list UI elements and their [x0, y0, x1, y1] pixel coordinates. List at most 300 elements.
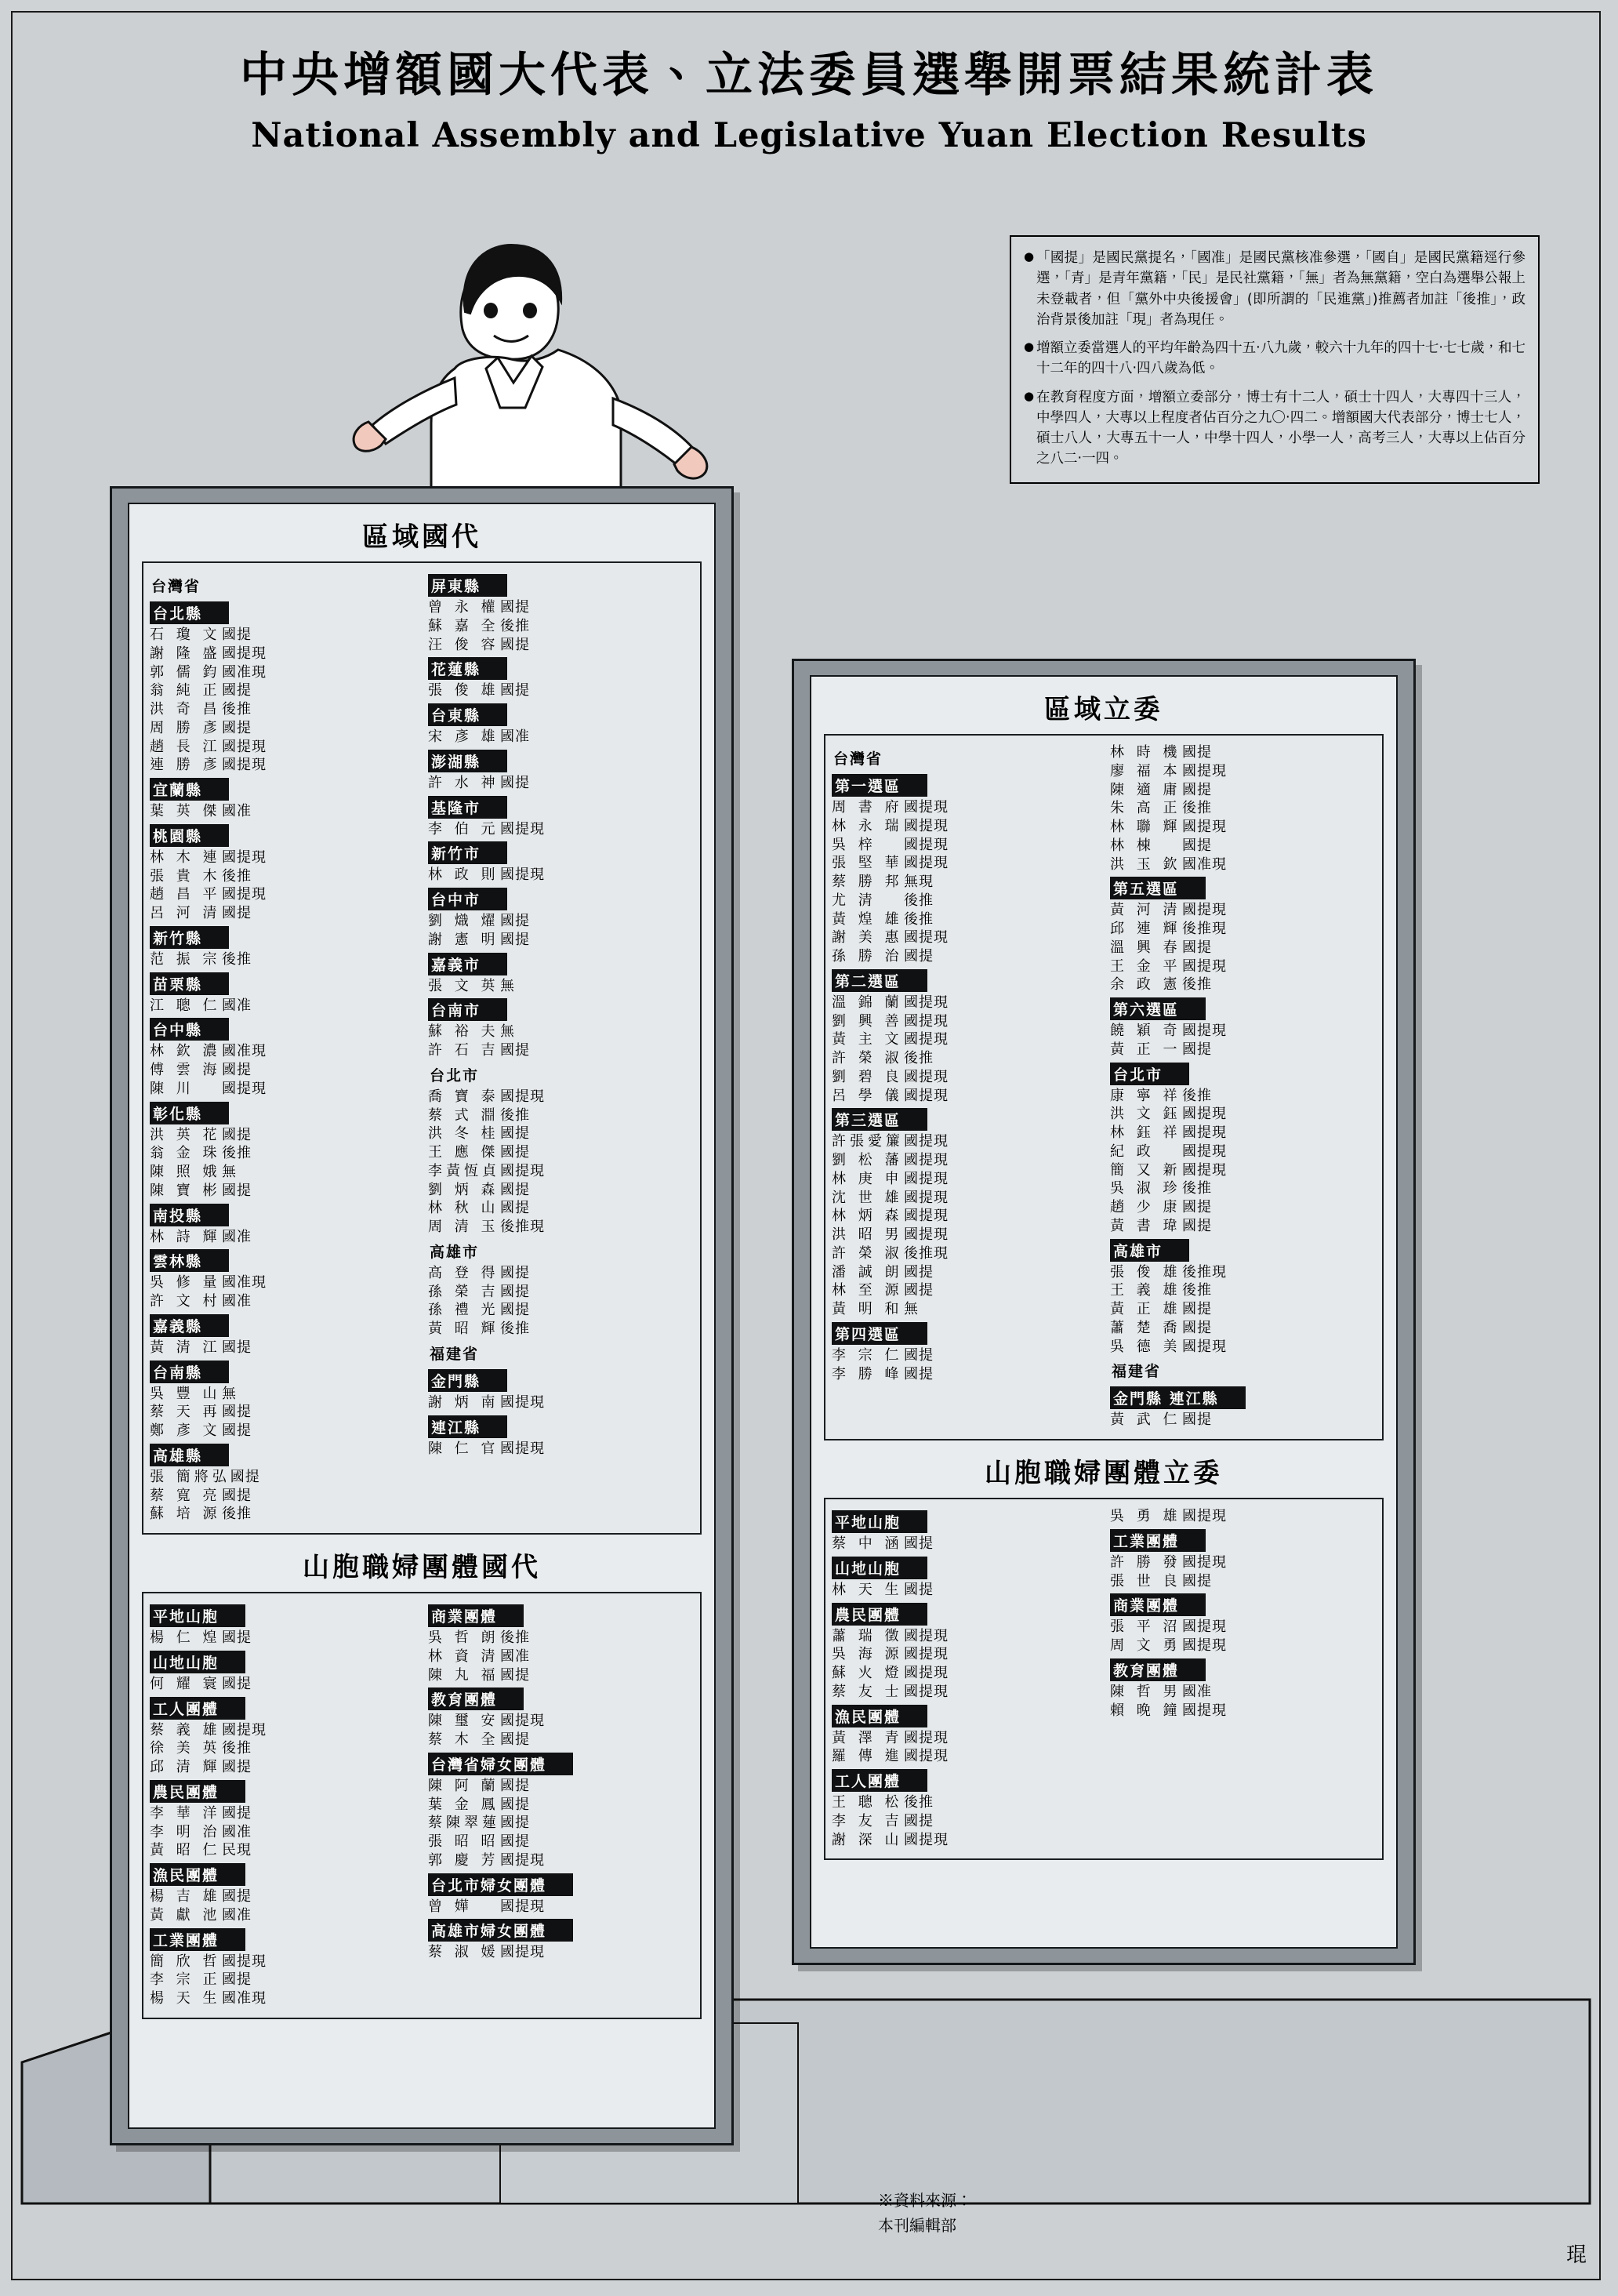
candidate-party-tag: 國提現: [500, 1162, 545, 1179]
region-header: 金門縣 連江縣: [1110, 1386, 1246, 1409]
candidate-party-tag: 國提現: [904, 817, 949, 834]
region-header-wrap: [832, 1507, 1097, 1535]
candidate-party-tag: 國提現: [222, 757, 267, 774]
candidate-party-tag: 國提現: [500, 1088, 545, 1105]
section-title: 山胞職婦團體立委: [985, 1458, 1223, 1489]
candidate-party-tag: 後推: [1182, 1282, 1212, 1299]
region-header-wrap: [150, 1357, 415, 1385]
section-columns: [832, 1507, 1376, 1849]
candidate-party-tag: 國提: [500, 1666, 530, 1684]
candidate-party-tag: 國准現: [1182, 856, 1227, 873]
candidate-row: [150, 1061, 415, 1080]
candidate-party-tag: 國准: [222, 1293, 252, 1310]
candidate-row: [150, 1403, 415, 1422]
candidate-name: 許 勝 發: [1110, 1553, 1181, 1571]
candidate-party-tag: 國提現: [904, 1683, 949, 1700]
candidate-row: [150, 1126, 415, 1145]
candidate-row: [428, 1440, 694, 1459]
candidate-name: 潘 誠 朗: [832, 1263, 903, 1281]
candidate-name: 謝 憲 明: [428, 931, 499, 948]
region-header-wrap: [150, 1777, 415, 1804]
candidate-row: [832, 873, 1097, 892]
region-header: 連江縣: [428, 1415, 507, 1438]
candidate-name: 蔡 淑 媛: [428, 1944, 499, 1961]
candidate-row: [1110, 1105, 1376, 1124]
region-header: 台北市: [1110, 1063, 1189, 1085]
candidate-name: 張 文 英: [428, 977, 499, 994]
candidate-name: 林 政 則: [428, 866, 499, 884]
candidate-row: [150, 1182, 415, 1201]
candidate-party-tag: 後推: [1182, 1180, 1212, 1197]
candidate-party-tag: 國提現: [222, 645, 267, 662]
candidate-name: 黃 昭 仁: [150, 1842, 221, 1859]
region-header: 第五選區: [1110, 877, 1206, 899]
candidate-party-tag: 國提現: [500, 1944, 545, 1961]
source-line-2: 本刊編輯部: [878, 2216, 956, 2235]
candidate-name: 黃 明 和: [832, 1301, 903, 1317]
region-header-wrap: [150, 969, 415, 997]
board-national-assembly: [110, 486, 734, 2145]
candidate-row: [150, 1042, 415, 1061]
candidate-party-tag: 國提: [222, 1675, 252, 1692]
region-header: 工業團體: [1110, 1529, 1206, 1552]
candidate-row: [428, 1393, 694, 1412]
region-header: 第二選區: [832, 969, 927, 992]
candidate-row: [428, 1648, 694, 1666]
candidate-name: 張 堅 華: [832, 855, 903, 872]
candidate-party-tag: 後推: [500, 1629, 530, 1646]
candidate-row: [832, 1170, 1097, 1189]
candidate-name: 謝 隆 盛: [150, 645, 221, 662]
candidate-name: 孫 禮 光: [428, 1302, 499, 1319]
region-header-wrap: [1110, 1059, 1376, 1087]
candidate-party-tag: 國提現: [500, 1440, 545, 1457]
candidate-row: [150, 1144, 415, 1163]
candidate-party-tag: 國准現: [222, 1043, 267, 1060]
candidate-row: [1110, 1319, 1376, 1338]
candidate-name: 李 宗 正: [150, 1971, 221, 1989]
candidate-name: 徐 美 英: [150, 1740, 221, 1757]
region-header-wrap: [428, 571, 694, 598]
candidate-name: 饒 穎 奇: [1110, 1023, 1181, 1039]
region-header-wrap: [150, 1648, 415, 1675]
candidate-name: 謝 美 惠: [832, 929, 903, 946]
region-header-wrap: [150, 598, 415, 626]
candidate-name: 洪 冬 桂: [428, 1125, 499, 1143]
candidate-row: [428, 728, 694, 747]
candidate-name: 蔡 木 全: [428, 1731, 499, 1748]
candidate-row: [428, 636, 694, 655]
region-header-wrap: [428, 1063, 694, 1086]
candidate-party-tag: 國提: [904, 948, 934, 965]
candidate-row: [832, 994, 1097, 1012]
region-header: 漁民團體: [832, 1705, 927, 1727]
candidate-party-tag: 國准現: [222, 1990, 267, 2007]
candidate-row: [428, 1041, 694, 1060]
candidate-row: [428, 1712, 694, 1731]
region-header: 南投縣: [150, 1204, 229, 1226]
candidate-party-tag: 後推: [500, 1321, 530, 1337]
candidate-name: 楊 仁 煌: [150, 1629, 221, 1646]
candidate-party-tag: 國提: [904, 1812, 934, 1829]
candidate-party-tag: 後推: [1182, 976, 1212, 994]
candidate-name: 汪 俊 容: [428, 636, 499, 653]
candidate-party-tag: 國提: [1182, 1301, 1212, 1317]
region-header-wrap: [428, 1684, 694, 1712]
candidate-name: 吳 豐 山: [150, 1385, 221, 1402]
candidate-row: [428, 866, 694, 885]
region-header: 台北市婦女團體: [428, 1873, 573, 1896]
candidate-name: 李 勝 峰: [832, 1365, 903, 1382]
candidate-row: [428, 977, 694, 996]
region-header-wrap: [428, 747, 694, 774]
region-header-wrap: [832, 1766, 1097, 1793]
candidate-party-tag: 國提: [500, 1181, 530, 1198]
region-header: 教育團體: [1110, 1658, 1206, 1681]
candidate-party-tag: 後推: [904, 892, 934, 909]
candidate-party-tag: 國准: [500, 728, 530, 745]
candidate-party-tag: 國提: [500, 1125, 530, 1143]
candidate-name: 吳 海 源: [832, 1646, 903, 1663]
candidate-row: [428, 681, 694, 700]
candidate-row: [832, 1664, 1097, 1683]
candidate-row: [150, 1273, 415, 1292]
section-box: [824, 1498, 1384, 1860]
region-header-wrap: [150, 775, 415, 802]
candidate-party-tag: 後推現: [904, 1244, 949, 1262]
region-header: 台灣省: [151, 578, 201, 595]
candidate-party-tag: 國提: [904, 1282, 934, 1299]
candidate-row: [150, 681, 415, 700]
region-header: 金門縣: [428, 1369, 507, 1392]
candidate-party-tag: 後推: [500, 1106, 530, 1124]
candidate-name: 蔡 中 涵: [832, 1535, 903, 1552]
candidate-row: [150, 1823, 415, 1842]
candidate-party-tag: 後推現: [1182, 1263, 1227, 1281]
candidate-party-tag: 國提: [500, 1796, 530, 1813]
candidate-row: [832, 1627, 1097, 1646]
candidate-name: 陳 阿 蘭: [428, 1777, 499, 1794]
candidate-name: 黃 正 一: [1110, 1041, 1181, 1058]
candidate-name: 賴 晚 鐘: [1110, 1702, 1181, 1719]
candidate-party-tag: 國提: [500, 1042, 530, 1059]
candidate-name: 江 聰 仁: [150, 997, 221, 1014]
candidate-name: 黃 主 文: [832, 1031, 903, 1048]
candidate-name: 洪 奇 昌: [150, 701, 221, 718]
candidate-row: [832, 1132, 1097, 1151]
candidate-row: [150, 1887, 415, 1906]
region-header-wrap: [150, 1311, 415, 1339]
candidate-name: 周 勝 彥: [150, 719, 221, 736]
candidate-row: [832, 1207, 1097, 1226]
candidate-row: [150, 1163, 415, 1182]
candidate-party-tag: 無: [904, 1301, 919, 1317]
candidate-name: 呂 學 儀: [832, 1087, 903, 1104]
candidate-party-tag: 國提現: [904, 1152, 949, 1168]
candidate-row: [428, 1023, 694, 1041]
candidate-name: 黃 獻 池: [150, 1906, 221, 1924]
region-header: 台南市: [428, 998, 507, 1021]
candidate-name: 蔡 寬 亮: [150, 1487, 221, 1504]
candidate-row: [832, 836, 1097, 855]
candidate-name: 楊 天 生: [150, 1990, 221, 2007]
candidate-name: 翁 純 正: [150, 682, 221, 699]
candidate-row: [1110, 818, 1376, 837]
note-text: 「國提」是國民黨提名，「國准」是國民黨核准參選，「國自」是國民黨籍逕行參選，「青」是青年黨籍，「民」是民社黨籍，「無」者為無黨籍，空白為選舉公報上未登載者，但「黨外中央後援會」(即所謂的「民進黨」)推薦者加註「後推」，政治背景後加註「現」者為現任。: [1036, 250, 1525, 328]
candidate-name: 傅 雲 海: [150, 1062, 221, 1078]
region-header: 山地山胞: [150, 1651, 245, 1673]
section-columns: [150, 1601, 694, 2008]
candidate-row: [150, 997, 415, 1015]
candidate-name: 吳 勇 雄: [1110, 1508, 1181, 1524]
candidate-party-tag: 國提現: [222, 848, 267, 866]
candidate-party-tag: 國提: [500, 1264, 530, 1281]
candidate-name: 黃 煌 雄: [832, 910, 903, 928]
candidate-row: [428, 1320, 694, 1339]
section-column: [832, 1507, 1097, 1849]
candidate-name: 王 應 傑: [428, 1144, 499, 1161]
section-title: 區域國代: [362, 521, 481, 553]
candidate-row: [428, 820, 694, 839]
candidate-party-tag: 國提: [222, 719, 252, 736]
candidate-party-tag: 國提現: [1182, 762, 1227, 779]
region-header: 苗栗縣: [150, 972, 229, 995]
candidate-party-tag: 國提現: [904, 1189, 949, 1206]
candidate-party-tag: 國提: [500, 1200, 530, 1217]
region-header-wrap: [150, 1201, 415, 1228]
candidate-party-tag: 後推: [1182, 800, 1212, 817]
candidate-name: 何 耀 寰: [150, 1675, 221, 1692]
candidate-name: 陳 川: [150, 1080, 194, 1097]
region-header: 工人團體: [832, 1769, 927, 1792]
region-header: 漁民團體: [150, 1863, 245, 1886]
region-header-wrap: [428, 995, 694, 1023]
region-header-wrap: [832, 966, 1097, 994]
candidate-party-tag: 國提: [500, 1777, 530, 1794]
region-header: 台北縣: [150, 601, 229, 624]
candidate-row: [428, 1283, 694, 1302]
candidate-name: 周 文 勇: [1110, 1637, 1181, 1654]
region-header-wrap: [428, 1366, 694, 1393]
region-header: 山地山胞: [832, 1557, 927, 1579]
region-header: 平地山胞: [150, 1604, 245, 1627]
candidate-row: [150, 1505, 415, 1524]
region-header: 嘉義縣: [150, 1314, 229, 1337]
candidate-name: 吳 修 量: [150, 1274, 221, 1292]
candidate-name: 林 資 清: [428, 1648, 499, 1665]
region-header: 宜蘭縣: [150, 778, 229, 801]
region-header: 屏東縣: [428, 574, 507, 597]
note-text: 在教育程度方面，增額立委部分，博士有十二人，碩士十四人，大專四十三人，中學四人，大專以上程度者佔百分之九〇‧四二。增額國大代表部分，博士七人，碩士八人，大專五十一人，中學十四人，小學一人，高考三人，大專以上佔百分之八二‧一四。: [1036, 389, 1525, 467]
candidate-row: [150, 848, 415, 867]
candidate-party-tag: 國准: [500, 1648, 530, 1665]
candidate-name: 蔡 勝 邦: [832, 874, 903, 890]
candidate-name: 周 清 玉: [428, 1219, 499, 1235]
candidate-name: 許 石 吉: [428, 1042, 499, 1059]
candidate-name: 陳 哲 男: [1110, 1683, 1181, 1700]
candidate-row: [428, 1218, 694, 1237]
region-header-wrap: [150, 1099, 415, 1126]
region-header: 彰化縣: [150, 1102, 229, 1124]
region-header: 第六選區: [1110, 997, 1206, 1020]
candidate-name: 李 友 吉: [832, 1812, 903, 1829]
candidate-row: [832, 1729, 1097, 1748]
candidate-party-tag: 國准: [222, 1823, 252, 1840]
candidate-party-tag: 國提現: [904, 1068, 949, 1085]
candidate-party-tag: 後推: [904, 1794, 934, 1811]
region-header: 新竹市: [428, 841, 507, 864]
candidate-row: [832, 928, 1097, 947]
candidate-name: 趙 長 江: [150, 738, 221, 755]
candidate-row: [1110, 837, 1376, 856]
candidate-party-tag: 國提: [222, 1404, 252, 1421]
candidate-party-tag: 無: [222, 1164, 237, 1180]
candidate-name: 林 秋 山: [428, 1200, 499, 1217]
candidate-party-tag: 國准現: [222, 1274, 267, 1292]
candidate-row: [428, 617, 694, 636]
section-box: [142, 1592, 702, 2019]
candidate-party-tag: 國提: [1182, 1041, 1212, 1058]
section-box: [824, 734, 1384, 1440]
candidate-name: 簡 欣 哲: [150, 1953, 221, 1970]
candidate-row: [832, 1365, 1097, 1384]
section-column: [150, 1601, 415, 2008]
region-header-wrap: [832, 771, 1097, 798]
region-header-wrap: [428, 1916, 694, 1943]
region-header: 高雄市: [1110, 1239, 1189, 1262]
candidate-row: [832, 1793, 1097, 1812]
candidate-name: 黃 澤 青: [832, 1729, 903, 1746]
region-header: 福建省: [430, 1345, 480, 1363]
region-header-wrap: [428, 838, 694, 866]
region-header-wrap: [832, 1600, 1097, 1627]
bullet-icon: ●: [1024, 340, 1035, 354]
candidate-party-tag: 國提現: [1182, 1124, 1227, 1141]
candidate-row: [832, 892, 1097, 910]
candidate-name: 孫 榮 吉: [428, 1283, 499, 1300]
candidate-row: [832, 1151, 1097, 1170]
candidate-party-tag: 國提現: [904, 1031, 949, 1048]
candidate-party-tag: 國提: [1182, 837, 1212, 854]
candidate-name: 許張愛簾: [832, 1133, 904, 1150]
candidate-row: [832, 1030, 1097, 1049]
candidate-row: [832, 1683, 1097, 1702]
candidate-party-tag: 國提現: [500, 1393, 545, 1411]
region-header: 高雄縣: [150, 1444, 229, 1466]
candidate-row: [150, 663, 415, 682]
region-header-wrap: [1110, 1590, 1376, 1618]
candidate-row: [428, 1943, 694, 1962]
candidate-row: [150, 1906, 415, 1925]
candidate-party-tag: 國提: [500, 1815, 530, 1832]
candidate-name: 康 寧 祥: [1110, 1087, 1181, 1104]
region-header: 福建省: [1112, 1363, 1162, 1381]
candidate-name: 黃 正 雄: [1110, 1301, 1181, 1317]
candidate-row: [832, 1346, 1097, 1365]
candidate-row: [428, 1143, 694, 1162]
candidate-row: [428, 1264, 694, 1283]
candidate-name: 黃 河 清: [1110, 902, 1181, 919]
board-legislative-yuan: [792, 659, 1416, 1965]
candidate-name: 洪 英 花: [150, 1126, 221, 1143]
candidate-party-tag: 國提: [904, 1581, 934, 1598]
candidate-party-tag: 國准: [222, 1228, 252, 1245]
candidate-party-tag: 國提: [904, 1263, 934, 1281]
candidate-party-tag: 國提現: [500, 1713, 545, 1730]
candidate-party-tag: 國提現: [904, 1627, 949, 1644]
region-header: 澎湖縣: [428, 750, 507, 772]
candidate-name: 劉 碧 良: [832, 1068, 903, 1085]
candidate-name: 劉 炳 森: [428, 1181, 499, 1198]
region-header: 嘉義市: [428, 953, 507, 975]
candidate-party-tag: 國提: [1182, 781, 1212, 798]
candidate-name: 陳 仁 官: [428, 1440, 499, 1457]
candidate-name: 邱 清 輝: [150, 1759, 221, 1775]
candidate-row: [1110, 901, 1376, 920]
candidate-party-tag: 後推現: [500, 1219, 545, 1235]
candidate-name: 張 世 良: [1110, 1572, 1181, 1589]
candidate-name: 洪 昭 男: [832, 1226, 903, 1243]
candidate-name: 張 平 沼: [1110, 1618, 1181, 1636]
region-header: 工人團體: [150, 1697, 245, 1720]
candidate-row: [1110, 975, 1376, 994]
candidate-party-tag: 後推: [1182, 1087, 1212, 1104]
candidate-party-tag: 後推: [222, 1145, 252, 1162]
candidate-name: 林 時 機: [1110, 744, 1181, 761]
region-header: 新竹縣: [150, 926, 229, 949]
candidate-party-tag: 國提現: [904, 1665, 949, 1681]
candidate-name: 林 永 瑞: [832, 817, 903, 834]
candidate-row: [832, 1812, 1097, 1831]
region-header: 商業團體: [428, 1604, 524, 1627]
region-header: 第三選區: [832, 1108, 927, 1131]
candidate-party-tag: 國提: [500, 1731, 530, 1748]
candidate-party-tag: 後推: [904, 1050, 934, 1066]
candidate-party-tag: 國准: [222, 997, 252, 1014]
candidate-row: [1110, 1198, 1376, 1217]
region-header-wrap: [428, 1240, 694, 1262]
candidate-party-tag: 國提現: [1182, 1508, 1227, 1524]
section-column: [1110, 743, 1376, 1430]
candidate-row: [1110, 762, 1376, 781]
candidate-name: 蔡 天 再: [150, 1404, 221, 1421]
candidate-row: [428, 1796, 694, 1815]
candidate-row: [428, 1898, 694, 1916]
candidate-name: 張 俊 雄: [1110, 1263, 1181, 1281]
candidate-name: 羅 傳 進: [832, 1748, 903, 1765]
candidate-party-tag: 國提現: [904, 855, 949, 872]
candidate-party-tag: 國提: [222, 1971, 252, 1989]
region-header: 桃園縣: [150, 824, 229, 847]
region-header-wrap: [1110, 994, 1376, 1022]
section-column: [428, 1601, 694, 2008]
candidate-party-tag: 國提現: [904, 1646, 949, 1663]
candidate-party-tag: 國提現: [1182, 1338, 1227, 1355]
candidate-name: 洪 玉 欽: [1110, 856, 1181, 873]
candidate-row: [150, 626, 415, 645]
candidate-row: [1110, 957, 1376, 976]
region-header-wrap: [428, 1342, 694, 1364]
candidate-party-tag: 國提: [1182, 1572, 1212, 1589]
candidate-name: 王 金 平: [1110, 957, 1181, 975]
candidate-party-tag: 後推現: [1182, 921, 1227, 937]
candidate-row: [150, 1953, 415, 1971]
candidate-party-tag: 國提現: [904, 1748, 949, 1765]
region-header-wrap: [428, 700, 694, 728]
candidate-name: 李 伯 元: [428, 820, 499, 837]
candidate-name: 黃 武 仁: [1110, 1411, 1181, 1429]
candidate-name: 蕭 楚 喬: [1110, 1319, 1181, 1336]
